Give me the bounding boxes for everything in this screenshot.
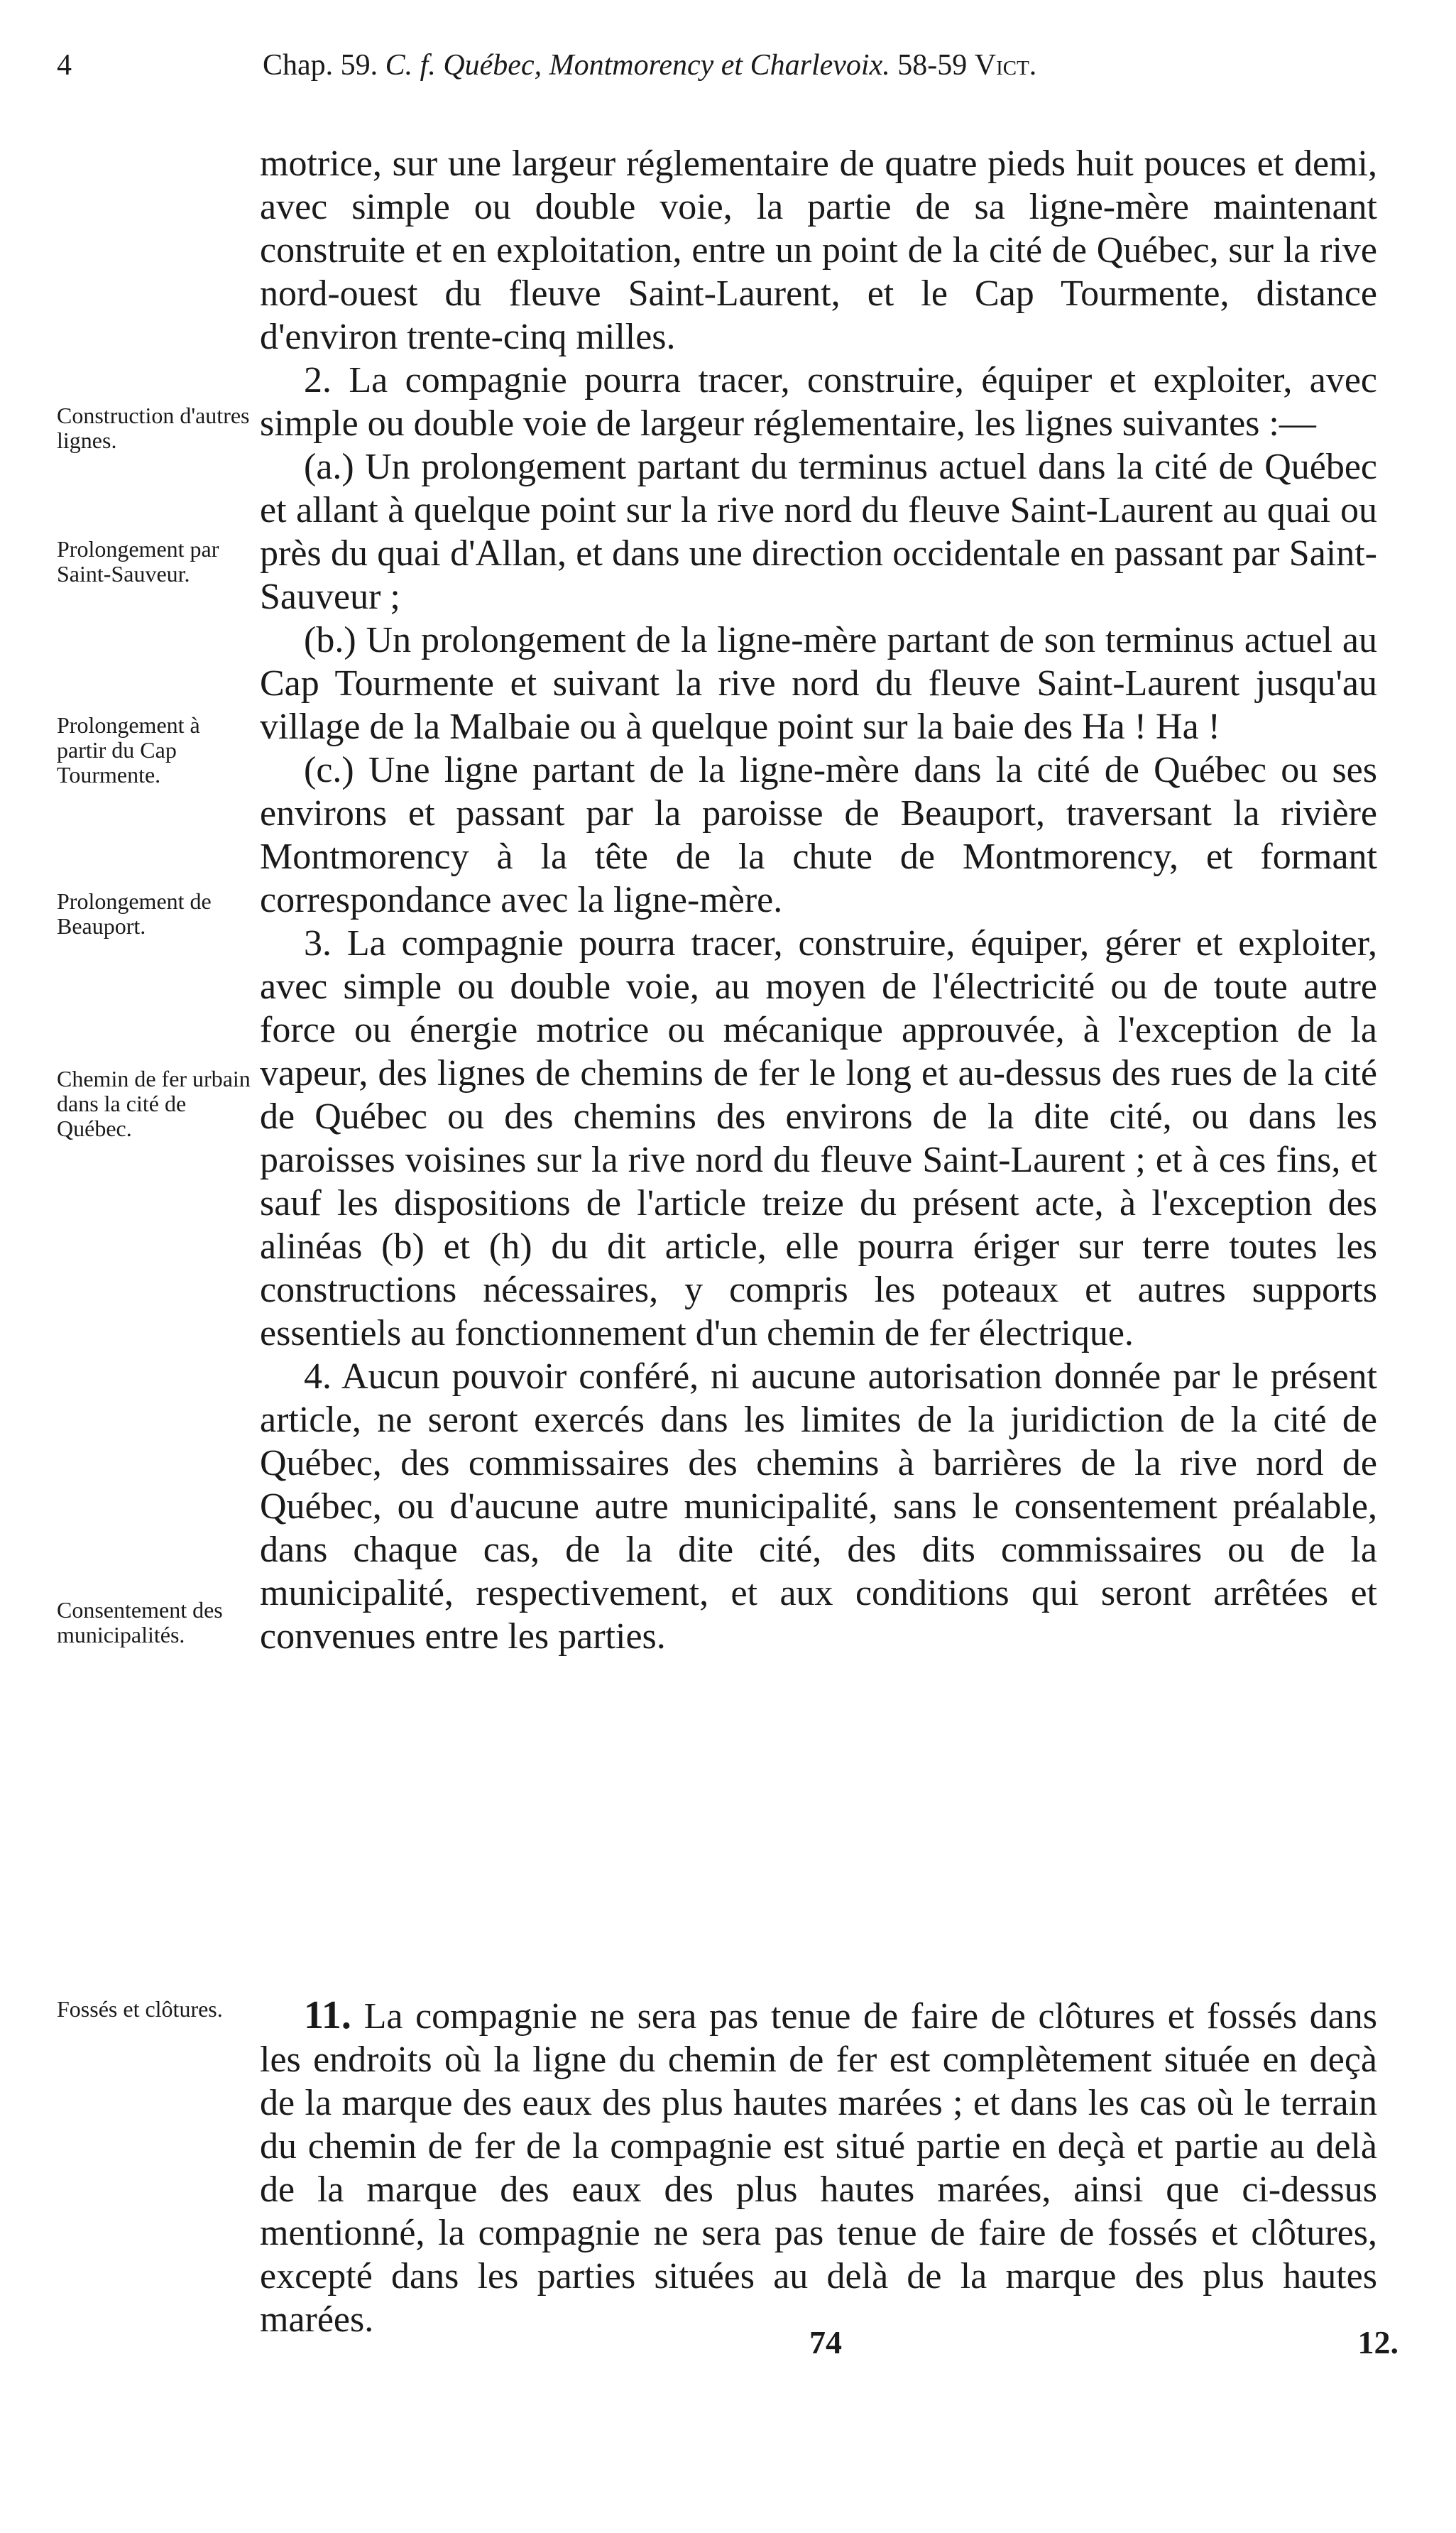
sidenote-chemin-urbain: Chemin de fer urbain dans la cité de Québec. [57, 1066, 251, 1141]
paragraph-2c: (c.) Une ligne partant de la ligne-mère dans la cité de Québec ou ses environs et passant par la paroisse de Beauport, traversant la rivière Montmorency à la tête de la chute de Montmorency, et formant correspondance avec la ligne-mère. [260, 750, 1377, 920]
sidenote-st-sauveur: Prolongement par Saint-Sauveur. [57, 536, 219, 587]
paragraph-11-body: La compagnie ne sera pas tenue de faire de clôtures et fossés dans les endroits où la ligne du chemin de fer est complètement située en deçà de la marque des eaux des plus hautes marées ; et dans les cas où le terrain du chemin de fer de la compagnie est situé partie en deçà et partie au delà de la marque des eaux des plus hautes marées, ainsi que ci-dessus mentionné, la compagnie ne sera pas tenue de faire de fossés et clôtures, excepté dans les parties situées au delà de la marque des plus hautes marées. [260, 1996, 1378, 2340]
sidenote-beauport: Prolongement de Beauport. [57, 888, 212, 939]
section-11-text [260, 1994, 1377, 2341]
signature-mark: 12. [1357, 2324, 1398, 2360]
section-number: 11. [304, 1993, 351, 2037]
paragraph-3: 3. La compagnie pourra tracer, construire, équiper, gérer et exploiter, avec simple ou double voie, au moyen de l'électricité ou de toute autre force ou énergie motrice ou mécanique approuvée, à l'exception de la vapeur, des lignes de chemins de fer le long et au-dessus des rues de la cité de Québec ou des chemins des environs de la dite cité, ou dans les paroisses voisines sur la rive nord du fleuve Saint-Laurent ; et à ces fins, et sauf les dispositions de l'article treize du présent acte, à l'exception des alinéas (b) et (h) du dit article, elle pourra ériger sur terre toutes les constructions nécessaires, y compris les poteaux et autres supports essentiels au fonctionnement d'un chemin de fer électrique. [260, 923, 1377, 1353]
regnal-vict: Vict. [974, 49, 1037, 82]
sidenote-fosses: Fossés et clôtures. [57, 1996, 223, 2022]
paragraph-4: 4. Aucun pouvoir conféré, ni aucune autorisation donnée par le présent article, ne seront exercés dans les limites de la juridiction de la cité de Québec, des commissaires des chemins à barrières de la rive nord de Québec, ou d'aucune autre municipalité, sans le consentement préalable, dans chaque cas, de la dite cité, des dits commissaires ou de la municipalité, respectivement, et aux conditions qui seront arrêtées et convenues entre les parties. [260, 1356, 1377, 1657]
page-footer [57, 2324, 1398, 2366]
paragraph-11 [260, 1994, 1377, 2341]
sheet-number: 74 [809, 2324, 842, 2360]
sidenote-cap-tourmente: Prolongement à partir du Cap Tourmente. [57, 712, 200, 788]
paragraph-2a: (a.) Un prolongement partant du terminus actuel dans la cité de Québec et allant à quelque point sur la rive nord du fleuve Saint-Laurent au quai ou près du quai d'Allan, et dans une direction occidentale en passant par Saint-Sauveur ; [260, 447, 1377, 617]
running-title [263, 48, 1036, 82]
act-title: C. f. Québec, Montmorency et Charlevoix. [385, 49, 890, 82]
paragraph-2: 2. La compagnie pourra tracer, construire, équiper et exploiter, avec simple ou double voie de largeur réglementaire, les lignes suivantes :— [260, 360, 1377, 444]
main-text [260, 142, 1377, 1658]
paragraph-continuation: motrice, sur une largeur réglementaire de quatre pieds huit pouces et demi, avec simple ou double voie, la partie de sa ligne-mère maintenant construite et en exploitation, entre un point de la cité de Québec, sur la rive nord-ouest du fleuve Saint-Laurent, et le Cap Tourmente, distance d'environ trente-cinq milles. [260, 143, 1377, 357]
paragraph-2b: (b.) Un prolongement de la ligne-mère partant de son terminus actuel au Cap Tourmente et suivant la rive nord du fleuve Saint-Laurent jusqu'au village de la Malbaie ou à quelque point sur la baie des Ha ! Ha ! [260, 620, 1377, 747]
page-number: 4 [57, 49, 72, 82]
sidenote-consentement: Consentement des municipalités. [57, 1597, 223, 1647]
chapter-label: Chap. 59. [263, 49, 378, 82]
regnal-year: 58-59 [897, 49, 968, 82]
sidenote-construction: Construction d'autres lignes. [57, 403, 250, 453]
running-header [57, 48, 1398, 91]
